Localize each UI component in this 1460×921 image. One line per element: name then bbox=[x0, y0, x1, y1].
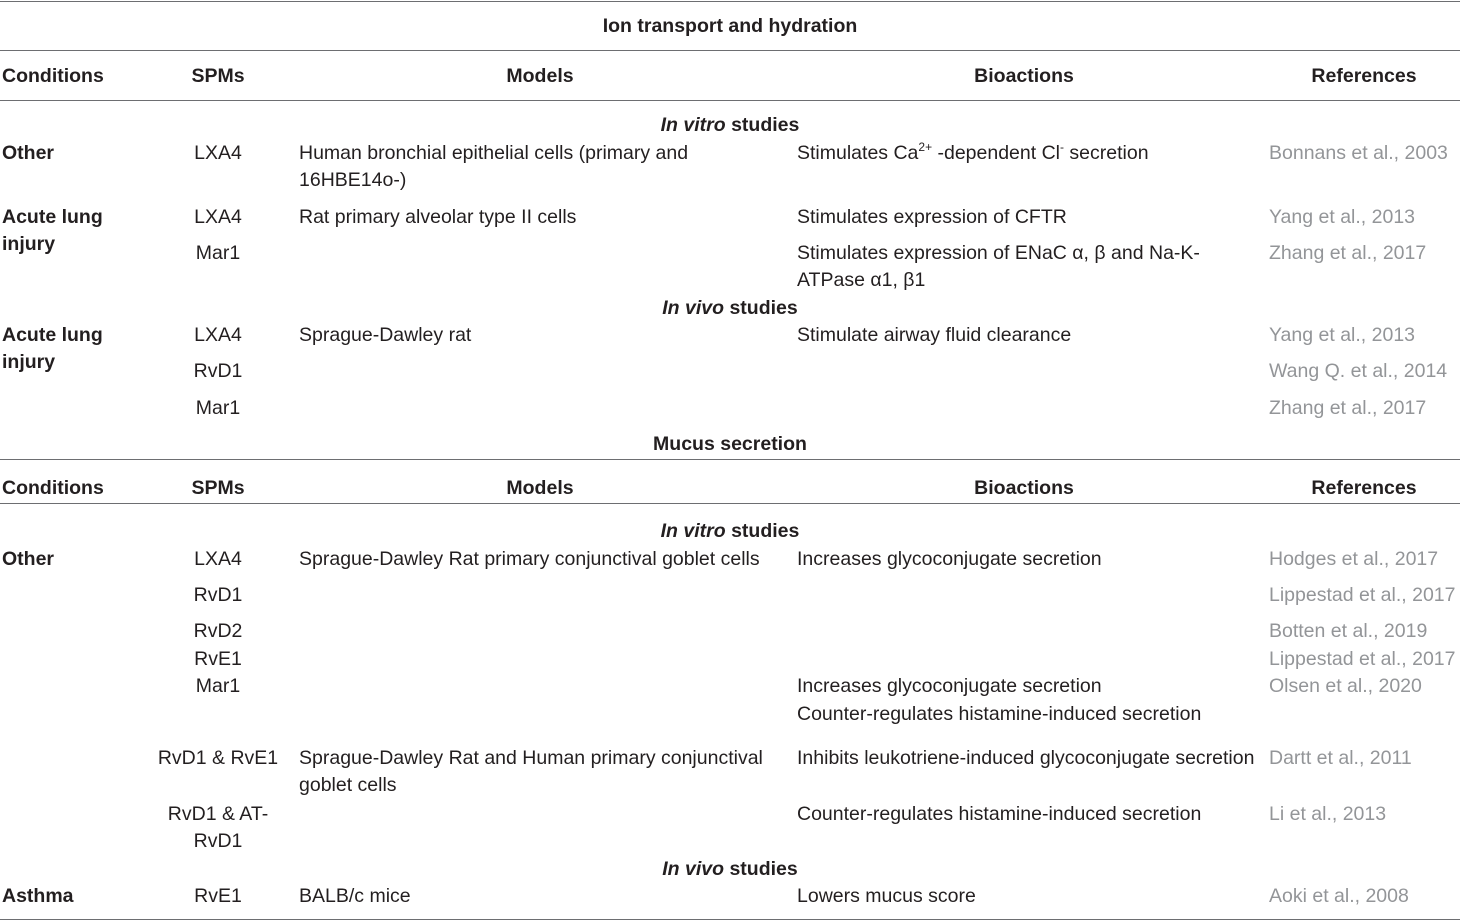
spm-cell: Mar1 bbox=[195, 675, 241, 697]
reference-cell: Lippestad et al., 2017 bbox=[1269, 584, 1456, 606]
column-header-references: References bbox=[1311, 477, 1417, 499]
spm-cell: RvD1 & AT-RvD1 bbox=[167, 803, 269, 852]
section-title: Mucus secretion bbox=[653, 433, 807, 455]
spm-cell: RvD1 bbox=[193, 360, 243, 382]
model-cell: Sprague-Dawley Rat primary conjunctival goblet cells bbox=[299, 548, 760, 570]
spm-cell: RvD2 bbox=[193, 620, 243, 642]
reference-cell: Yang et al., 2013 bbox=[1269, 206, 1416, 228]
subsection-title: In vitro studies bbox=[660, 520, 800, 542]
table-rule bbox=[0, 503, 1460, 504]
spm-cell: RvD1 bbox=[193, 584, 243, 606]
subsection-title: In vivo studies bbox=[662, 297, 798, 319]
spm-cell: Mar1 bbox=[195, 397, 241, 419]
spm-cell: LXA4 bbox=[194, 142, 242, 164]
section-title: Ion transport and hydration bbox=[602, 15, 858, 37]
reference-cell: Zhang et al., 2017 bbox=[1269, 397, 1427, 419]
spm-cell: RvD1 & RvE1 bbox=[157, 747, 279, 769]
bioaction-cell: Increases glycoconjugate secretion bbox=[797, 548, 1102, 570]
spm-cell: RvE1 bbox=[194, 885, 242, 907]
table-rule bbox=[0, 459, 1460, 460]
column-header-references: References bbox=[1311, 65, 1417, 87]
table-rule bbox=[0, 50, 1460, 51]
reference-cell: Aoki et al., 2008 bbox=[1269, 885, 1409, 907]
table-rule bbox=[0, 1, 1460, 2]
reference-cell: Lippestad et al., 2017 bbox=[1269, 648, 1456, 670]
condition-cell: Asthma bbox=[2, 885, 74, 907]
reference-cell: Yang et al., 2013 bbox=[1269, 324, 1416, 346]
reference-cell: Li et al., 2013 bbox=[1269, 803, 1387, 825]
reference-cell: Zhang et al., 2017 bbox=[1269, 242, 1427, 264]
model-cell: Sprague-Dawley rat bbox=[299, 324, 472, 346]
bioaction-cell: Counter-regulates histamine-induced secretion bbox=[797, 803, 1202, 825]
column-header-conditions: Conditions bbox=[2, 65, 104, 87]
column-header-spms: SPMs bbox=[191, 477, 245, 499]
reference-cell: Botten et al., 2019 bbox=[1269, 620, 1428, 642]
condition-cell: Other bbox=[2, 142, 55, 164]
bioaction-cell: Stimulates expression of CFTR bbox=[797, 206, 1067, 228]
condition-cell: Other bbox=[2, 548, 55, 570]
column-header-spms: SPMs bbox=[191, 65, 245, 87]
spm-cell: LXA4 bbox=[194, 548, 242, 570]
bioaction-cell: Stimulates expression of ENaC α, β and Na-K-ATPase α1, β1 bbox=[797, 242, 1200, 291]
spm-cell: LXA4 bbox=[194, 206, 242, 228]
spm-cell: LXA4 bbox=[194, 324, 242, 346]
reference-cell: Hodges et al., 2017 bbox=[1269, 548, 1439, 570]
column-header-models: Models bbox=[506, 65, 574, 87]
model-cell: Human bronchial epithelial cells (primary and 16HBE14o-) bbox=[299, 142, 689, 191]
reference-cell: Wang Q. et al., 2014 bbox=[1269, 360, 1448, 382]
subsection-title: In vivo studies bbox=[662, 858, 798, 880]
condition-cell: Acute lung injury bbox=[2, 206, 103, 255]
subsection-title: In vitro studies bbox=[660, 114, 800, 136]
model-cell: Sprague-Dawley Rat and Human primary conjunctival goblet cells bbox=[299, 747, 763, 796]
spm-cell: RvE1 bbox=[194, 648, 242, 670]
column-header-conditions: Conditions bbox=[2, 477, 104, 499]
bioaction-cell: Increases glycoconjugate secretion bbox=[797, 675, 1102, 697]
reference-cell: Dartt et al., 2011 bbox=[1269, 747, 1412, 769]
reference-cell: Bonnans et al., 2003 bbox=[1269, 142, 1448, 164]
bioaction-cell: Inhibits leukotriene-induced glycoconjugate secretion bbox=[797, 747, 1255, 769]
column-header-bioactions: Bioactions bbox=[974, 65, 1074, 87]
model-cell: Rat primary alveolar type II cells bbox=[299, 206, 577, 228]
spm-cell: Mar1 bbox=[195, 242, 241, 264]
table-rule bbox=[0, 100, 1460, 101]
bioaction-cell-line2: Counter-regulates histamine-induced secretion bbox=[797, 703, 1202, 725]
reference-cell: Olsen et al., 2020 bbox=[1269, 675, 1422, 697]
table-rule bbox=[0, 919, 1460, 920]
bioaction-cell: Stimulates $Ca^{2+}$ -dependent Cl- secretion bbox=[797, 139, 1149, 164]
bioaction-cell: Lowers mucus score bbox=[797, 885, 976, 907]
model-cell: BALB/c mice bbox=[299, 885, 411, 907]
bioaction-cell: Stimulate airway fluid clearance bbox=[797, 324, 1072, 346]
column-header-bioactions: Bioactions bbox=[974, 477, 1074, 499]
condition-cell: Acute lung injury bbox=[2, 324, 103, 373]
column-header-models: Models bbox=[506, 477, 574, 499]
